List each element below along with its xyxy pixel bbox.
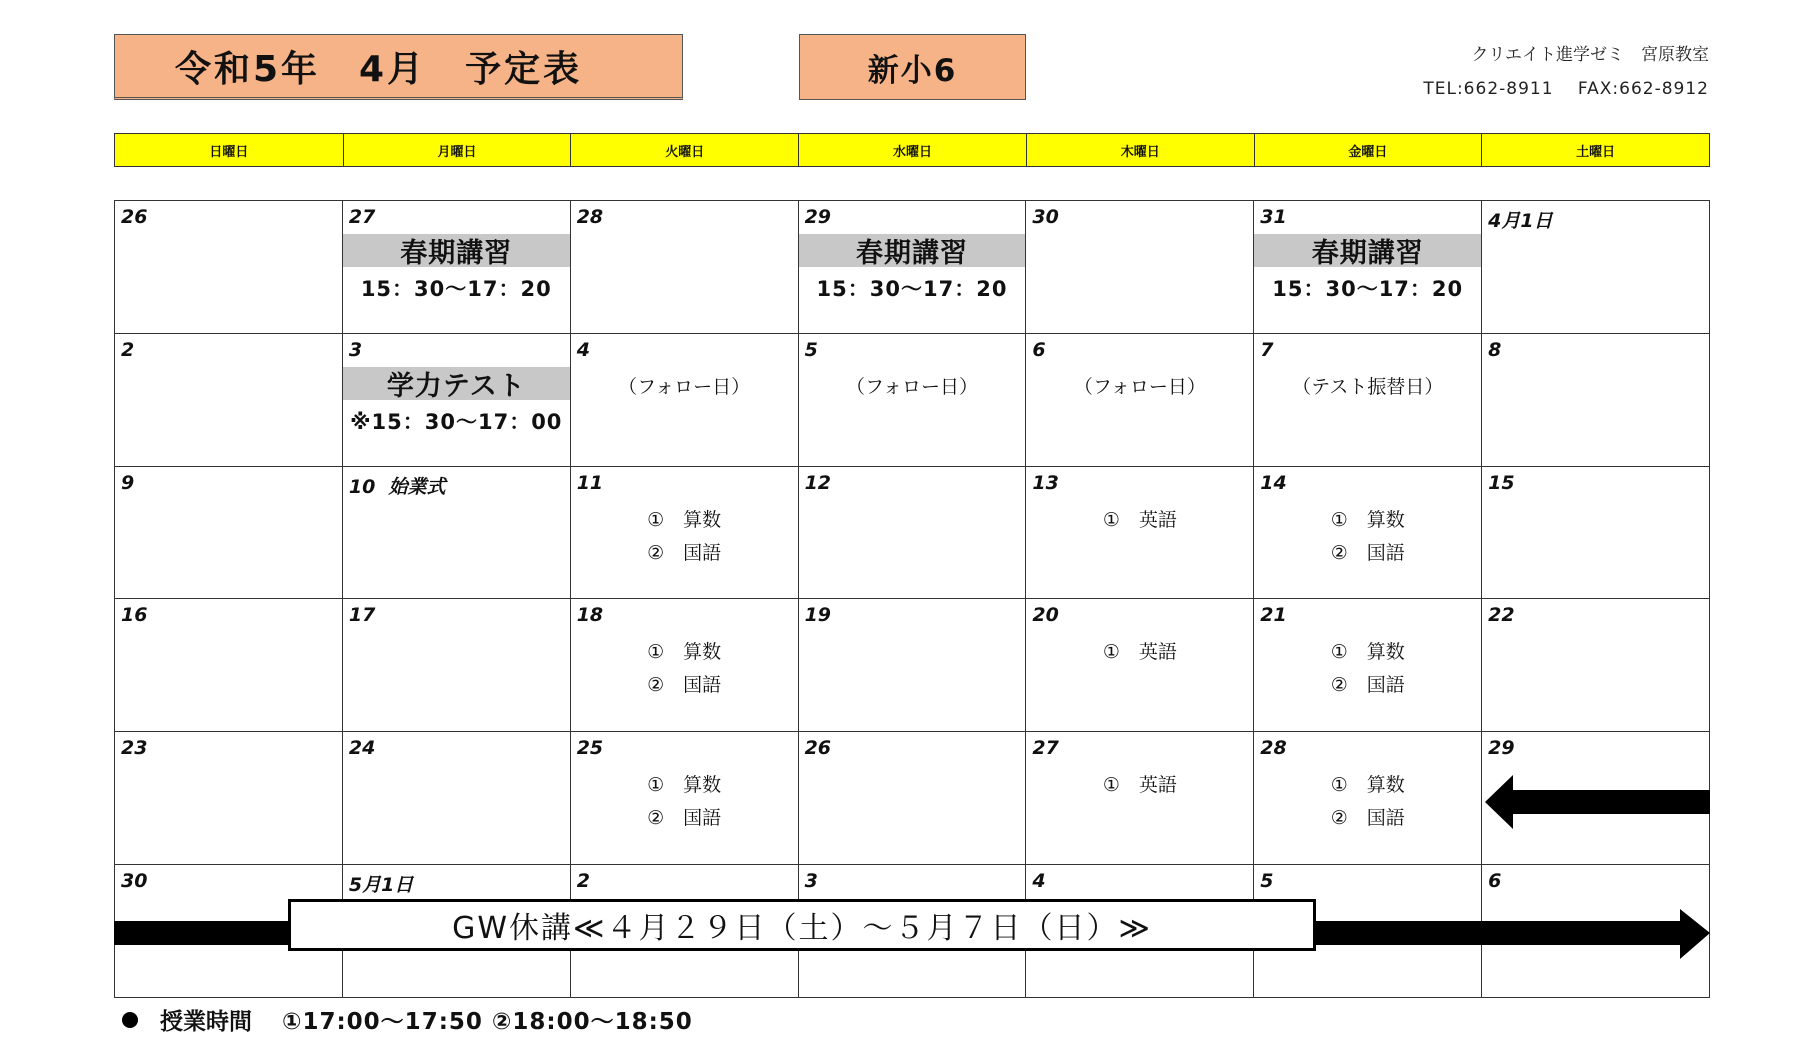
day-number: 28 — [1260, 737, 1287, 760]
event-banner: 春期講習 — [1254, 234, 1481, 267]
day-note: （フォロー日） — [1073, 375, 1206, 398]
day-number: 16 — [121, 604, 148, 627]
day-number: 29 — [1488, 737, 1515, 760]
calendar-day-cell — [343, 334, 571, 467]
day-number: 27 — [348, 206, 376, 228]
day-number: 4月1日 — [1488, 210, 1553, 232]
day-number: 6 — [1032, 338, 1046, 361]
class-entry: ① 英語 — [1102, 508, 1177, 531]
calendar-day-cell — [343, 732, 571, 865]
school-name: クリエイト進学ゼミ 宮原教室 — [1471, 45, 1709, 65]
class-time-values: ①17:00〜17:50 ②18:00〜18:50 — [282, 1009, 693, 1035]
day-number: 2 — [121, 338, 135, 361]
class-entry: ② 国語 — [647, 541, 722, 564]
class-entry: ① 算数 — [1330, 774, 1405, 797]
calendar-day-cell — [1254, 732, 1482, 865]
calendar-day-cell — [571, 201, 799, 334]
calendar-day-cell — [571, 334, 799, 467]
day-number: 9 — [121, 471, 135, 494]
calendar-day-cell — [1026, 732, 1254, 865]
class-entry: ① 算数 — [647, 774, 722, 797]
calendar-day-cell — [1254, 201, 1482, 334]
event-time: 15：30〜17：20 — [816, 277, 1008, 301]
day-number: 29 — [804, 206, 832, 228]
weekday-tuesday: 火曜日 — [570, 134, 798, 166]
day-number: 25 — [576, 737, 604, 760]
class-entry: ① 英語 — [1102, 774, 1177, 797]
day-number: 3 — [804, 870, 818, 893]
day-number: 4 — [576, 338, 590, 361]
calendar-day-cell — [1482, 467, 1710, 600]
day-number: 26 — [804, 737, 832, 760]
day-number: 2 — [576, 870, 590, 893]
calendar-day-cell — [343, 467, 571, 600]
day-number: 31 — [1260, 206, 1287, 228]
schedule-title-box — [114, 34, 683, 100]
calendar-day-cell — [1026, 467, 1254, 600]
calendar-day-cell — [1254, 467, 1482, 600]
arrow-left-icon — [1485, 775, 1710, 829]
weekday-monday: 月曜日 — [343, 134, 571, 166]
event-banner: 春期講習 — [343, 234, 570, 267]
day-number: 18 — [576, 604, 604, 627]
calendar-day-cell — [799, 467, 1027, 600]
class-entry: ① 算数 — [1330, 508, 1405, 531]
class-time-label: 授業時間 — [160, 1009, 252, 1035]
day-note: （テスト振替日） — [1292, 375, 1444, 398]
day-number: 5 — [1260, 870, 1274, 893]
day-number: 19 — [804, 604, 832, 627]
event-time: 15：30〜17：20 — [1272, 277, 1464, 301]
day-number: 8 — [1488, 338, 1502, 361]
bullet-icon — [122, 1012, 138, 1028]
weekday-saturday: 土曜日 — [1481, 134, 1709, 166]
day-number: 30 — [121, 870, 148, 893]
day-number: 5 — [804, 338, 818, 361]
calendar-day-cell — [1026, 201, 1254, 334]
event-time: ※15：30〜17：00 — [350, 409, 563, 434]
class-entry: ② 国語 — [1330, 807, 1405, 830]
calendar-day-cell — [571, 732, 799, 865]
day-number: 12 — [804, 471, 832, 494]
day-number: 17 — [348, 604, 376, 627]
weekday-sunday: 日曜日 — [209, 144, 249, 160]
day-number: 21 — [1260, 604, 1287, 627]
class-entry: ② 国語 — [1330, 541, 1405, 564]
day-number: 20 — [1032, 604, 1059, 627]
weekday-header-row — [114, 133, 1710, 167]
calendar-day-cell — [115, 334, 343, 467]
calendar-day-cell — [115, 467, 343, 600]
class-entry: ① 算数 — [647, 508, 722, 531]
day-number: 6 — [1488, 870, 1502, 893]
day-number: 13 — [1032, 471, 1059, 494]
event-banner: 学力テスト — [343, 367, 570, 400]
gw-holiday-notice: GW休講≪４月２９日（土）〜５月７日（日）≫ — [288, 899, 1316, 951]
weekday-thursday: 木曜日 — [1026, 134, 1254, 166]
day-number: 4 — [1032, 870, 1046, 893]
calendar-day-cell — [115, 201, 343, 334]
day-note: （フォロー日） — [618, 375, 751, 398]
day-number: 27 — [1032, 737, 1059, 760]
day-number: 5月1日 — [348, 874, 414, 897]
calendar-day-cell — [799, 334, 1027, 467]
day-number: 26 — [121, 206, 148, 228]
footer-class-times — [118, 1003, 693, 1036]
grade-box — [799, 34, 1026, 100]
calendar-day-cell — [1482, 599, 1710, 732]
calendar-day-cell — [115, 732, 343, 865]
class-entry: ② 国語 — [647, 807, 722, 830]
day-number: 28 — [576, 206, 604, 228]
calendar-day-cell — [1254, 334, 1482, 467]
calendar-grid — [114, 200, 1710, 998]
class-entry: ② 国語 — [1330, 674, 1405, 697]
class-entry: ① 算数 — [647, 641, 722, 664]
calendar-day-cell — [1026, 599, 1254, 732]
calendar-day-cell — [343, 599, 571, 732]
day-number: 7 — [1260, 338, 1274, 361]
class-entry: ① 算数 — [1330, 641, 1405, 664]
calendar-day-cell — [1482, 201, 1710, 334]
calendar-day-cell — [1026, 334, 1254, 467]
calendar-day-cell — [799, 201, 1027, 334]
contact-info: TEL:662-8911 FAX:662-8912 — [1423, 79, 1709, 99]
day-number: 22 — [1488, 604, 1515, 627]
event-time: 15：30〜17：20 — [360, 277, 552, 301]
day-number: 14 — [1260, 471, 1287, 494]
calendar-day-cell — [571, 467, 799, 600]
day-note: （フォロー日） — [845, 375, 979, 398]
calendar-day-cell — [1254, 599, 1482, 732]
weekday-wednesday: 水曜日 — [798, 134, 1026, 166]
event-banner: 春期講習 — [799, 234, 1026, 267]
day-number: 30 — [1032, 206, 1059, 228]
calendar-day-cell — [799, 732, 1027, 865]
day-number: 15 — [1488, 471, 1515, 494]
class-entry: ② 国語 — [647, 674, 722, 697]
schedule-title: 令和5年 4月 予定表 — [175, 48, 583, 90]
day-number: 23 — [121, 737, 148, 760]
calendar-day-cell — [1482, 334, 1710, 467]
day-number: 3 — [348, 338, 363, 361]
class-entry: ① 英語 — [1102, 641, 1177, 664]
calendar-day-cell — [343, 201, 571, 334]
calendar-day-cell — [799, 599, 1027, 732]
grade-label: 新小6 — [867, 52, 958, 89]
weekday-friday: 金曜日 — [1254, 134, 1482, 166]
day-number: 11 — [576, 471, 604, 494]
calendar-day-cell — [571, 599, 799, 732]
day-number: 24 — [348, 737, 376, 760]
day-number: 10 始業式 — [348, 475, 446, 498]
calendar-day-cell — [115, 599, 343, 732]
